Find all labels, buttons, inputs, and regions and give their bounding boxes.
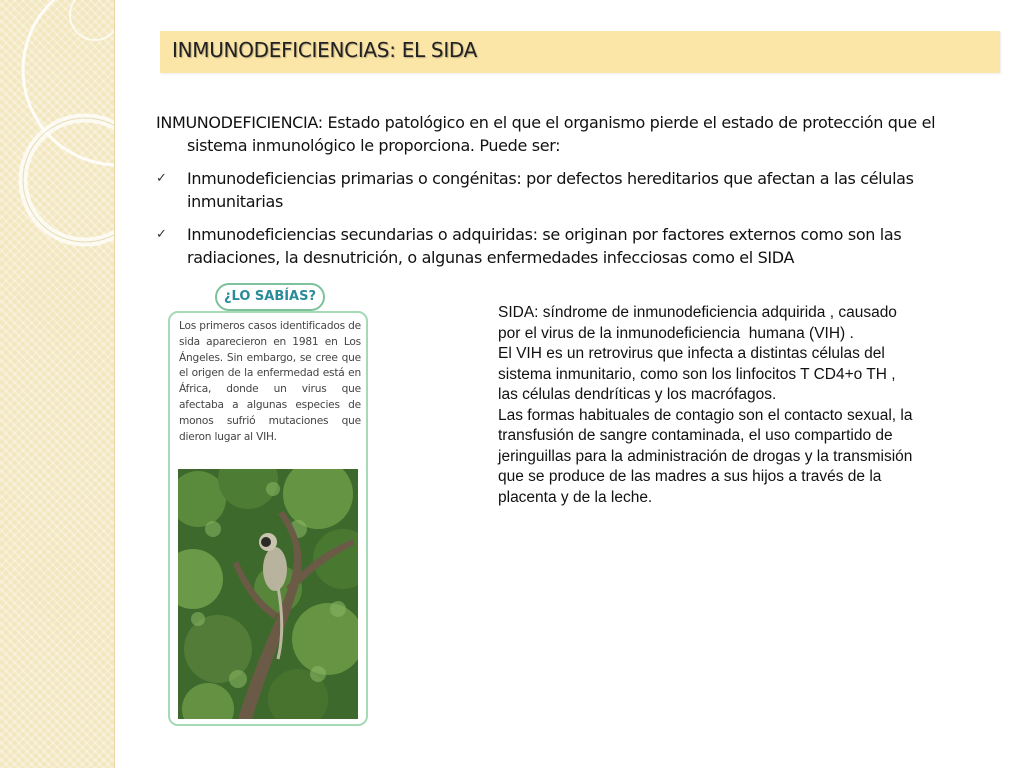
checkmark-icon: ✓ xyxy=(156,227,167,242)
decorative-side-band xyxy=(0,0,115,768)
sida-info-text: SIDA: síndrome de inmunodeficiencia adquirida , causado por el virus de la inmunodeficiencia humana (VIH) . El VIH es un retrovirus que infecta a distintas células del sistema inmunitario, como son los linfocitos T CD4+o TH , las células dendríticas y los macrófagos. Las formas habituales de contagio son el contacto sexual, la transfusión de sangre contaminada, el uso compartido de jeringuillas para la administración de drogas y la transmisión que se produce de las madres a sus hijos a través de la placenta y de la leche. xyxy=(498,304,913,506)
did-you-know-tab: ¿LO SABÍAS? xyxy=(215,283,325,311)
bullet-text: Inmunodeficiencias secundarias o adquiridas: se originan por factores externos como son las radiaciones, la desnutrición, o algunas enfermedades infecciosas como el SIDA xyxy=(187,225,902,267)
did-you-know-text: Los primeros casos identificados de sida aparecieron en 1981 en Los Ángeles. Sin embargo, se cree que el origen de la enfermedad está en África, donde un virus que afectaba a algunas especies de monos sufrió mutaciones que dieron lugar al VIH. xyxy=(179,320,361,443)
title-bar xyxy=(160,31,1000,73)
slide-title: INMUNODEFICIENCIAS: EL SIDA xyxy=(172,38,478,62)
intro-paragraph: INMUNODEFICIENCIA: Estado patológico en el que el organismo pierde el estado de protección que el sistema inmunológico le proporciona. Puede ser: xyxy=(156,113,936,155)
checkmark-icon: ✓ xyxy=(156,171,167,186)
bullet-item xyxy=(156,167,966,213)
bullet-text: Inmunodeficiencias primarias o congénitas: por defectos hereditarios que afectan a las células inmunitarias xyxy=(187,169,914,211)
did-you-know-card xyxy=(168,311,368,726)
monkey-in-tree-photo xyxy=(178,469,358,719)
main-text-block xyxy=(156,111,966,279)
bullet-item xyxy=(156,223,966,269)
decorative-circles-icon xyxy=(0,0,114,768)
